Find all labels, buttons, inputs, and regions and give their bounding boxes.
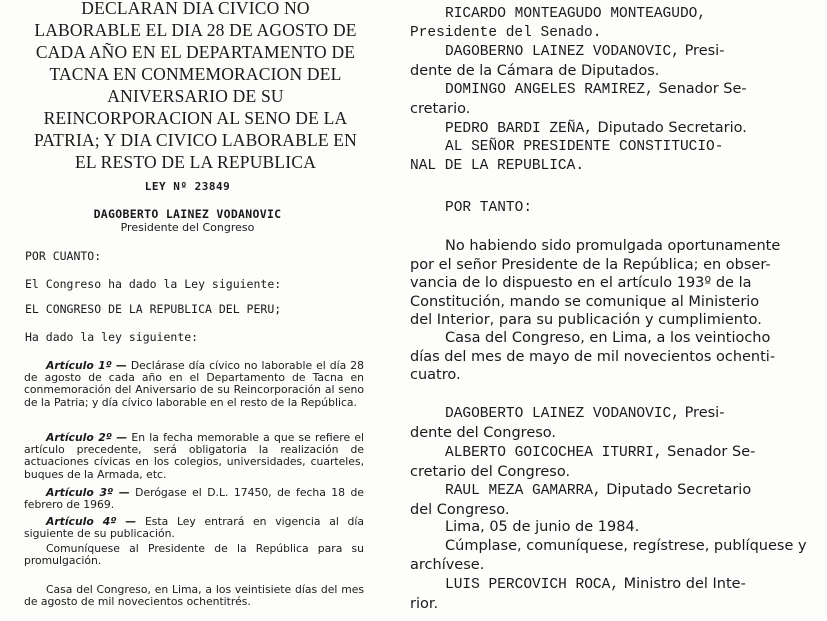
- sign-3-name: RAUL MEZA GAMARRA,: [445, 483, 602, 499]
- congreso-dado: El Congreso ha dado la Ley siguiente:: [25, 277, 282, 291]
- sign-1-title-a: Presi-: [684, 405, 725, 421]
- signature-3-name: DOMINGO ANGELES RAMIREZ,: [445, 82, 654, 98]
- article-3-text: Derógase el D.L. 17450, de fecha 18 de febrero de 1969.: [24, 486, 364, 512]
- cumplase-line-2: archívese.: [410, 556, 485, 573]
- sign-2: [410, 443, 820, 481]
- article-2: [24, 432, 364, 481]
- signer-name: DAGOBERTO LAINEZ VODANOVIC: [93, 207, 282, 221]
- fecha: [410, 518, 820, 537]
- paragraph-1-line-1: No habiendo sido promulgada oportunamente: [445, 238, 781, 254]
- paragraph-2-line-1: Casa del Congreso, en Lima, a los veintiocho: [445, 330, 771, 346]
- law-number: LEY Nº 23849: [144, 180, 231, 193]
- article-3: [24, 487, 364, 511]
- cumplase: [410, 537, 820, 574]
- signature-4: [410, 119, 820, 139]
- signature-2-name: DAGOBERNO LAINEZ VODANOVIC,: [445, 44, 680, 60]
- sign-3-title-b: del Congreso.: [410, 501, 510, 518]
- signature-2-title-a: Presi-: [684, 43, 725, 59]
- signer-title: Presidente del Congreso: [120, 221, 255, 234]
- sign-1-name: DAGOBERTO LAINEZ VODANOVIC,: [445, 406, 680, 422]
- por-tanto: [410, 199, 820, 218]
- sign-1: [410, 404, 820, 442]
- paragraph-1-line-4: Constitución, mando se comunique al Ministerio: [410, 293, 760, 310]
- article-1-label: Artículo 1º —: [46, 359, 127, 372]
- minister-title-a: Ministro del Inte-: [623, 576, 746, 592]
- signature-1-title: Presidente del Senado.: [410, 24, 602, 41]
- sign-1-title-b: dente del Congreso.: [410, 424, 557, 441]
- al-senor-line-1: AL SEÑOR PRESIDENTE CONSTITUCIO-: [445, 139, 724, 155]
- paragraph-2-line-3: cuatro.: [410, 367, 461, 383]
- article-1-text: Declárase día cívico no laborable el día 28 de agosto de cada año en el Departamento de Tacna en conmemoración del Aniversario de su Reincorporación al seno de la Patria; y día cívico laborable en el resto de la República.: [24, 359, 364, 409]
- article-4-text: Esta Ley entrará en vigencia al día siguiente de su publicación.: [24, 515, 365, 541]
- signature-1-name: RICARDO MONTEAGUDO MONTEAGUDO,: [445, 6, 707, 22]
- paragraph-1-line-2: por el señor Presidente de la República; en obser-: [410, 256, 771, 273]
- fecha-text: Lima, 05 de junio de 1984.: [445, 519, 640, 535]
- minister: [410, 575, 820, 613]
- por-tanto-label: POR TANTO:: [445, 200, 533, 216]
- congreso-header: EL CONGRESO DE LA REPUBLICA DEL PERU;: [25, 302, 282, 316]
- minister-title-b: rior.: [410, 595, 439, 612]
- sign-2-title-a: Senador Se-: [667, 444, 756, 460]
- dado-ley: Ha dado la ley siguiente:: [25, 330, 199, 344]
- signature-4-name: PEDRO BARDI ZEÑA,: [445, 121, 593, 137]
- signature-1: [410, 5, 820, 42]
- por-cuanto: POR CUANTO:: [25, 249, 102, 263]
- sign-2-name: ALBERTO GOICOCHEA ITURRI,: [445, 445, 663, 461]
- signature-2: [410, 42, 820, 80]
- paragraph-2-line-2: días del mes de mayo de mil novecientos ochenti-: [410, 348, 776, 365]
- paragraph-1-line-3: vancia de lo dispuesto en el artículo 193º de la: [410, 275, 752, 291]
- al-senor: [410, 138, 820, 175]
- paragraph-1-line-5: del Interior, para su publicación y cumplimiento.: [410, 312, 762, 328]
- law-title: DECLARAN DIA CIVICO NO LABORABLE EL DIA 28 DE AGOSTO DE CADA AÑO EN EL DEPARTAMENTO DE TACNA EN CONMEMORACION DEL ANIVERSARIO DE SU REINCORPORACION AL SENO DE LA PATRIA; Y DIA CIVICO LABORABLE EN EL RESTO DE LA REPUBLICA: [33, 0, 358, 172]
- signature-2-title-b: dente de la Cámara de Diputados.: [410, 62, 660, 79]
- comuniquese-text: Comuníquese al Presidente de la República para su promulgación.: [24, 542, 364, 568]
- signature-3-title-a: Senador Se-: [658, 81, 747, 97]
- signature-4-title: Diputado Secretario.: [597, 120, 747, 136]
- cumplase-line-1: Cúmplase, comuníquese, regístrese, publíquese y: [445, 538, 807, 554]
- article-3-label: Artículo 3º —: [46, 486, 130, 499]
- signature-3: [410, 80, 820, 118]
- article-4: [24, 516, 364, 540]
- sign-2-title-b: cretario del Congreso.: [410, 463, 571, 480]
- casa-congreso-text: Casa del Congreso, en Lima, a los veintisiete días del mes de agosto de mil novecientos ochentitrés.: [24, 583, 364, 609]
- paragraph-2: [410, 329, 820, 385]
- article-2-label: Artículo 2º —: [46, 431, 128, 444]
- al-senor-line-2: NAL DE LA REPUBLICA.: [410, 157, 585, 174]
- sign-3: [410, 481, 820, 519]
- paragraph-1: [410, 237, 820, 330]
- casa-congreso: [24, 584, 364, 608]
- article-4-label: Artículo 4º —: [46, 515, 137, 528]
- article-1: [24, 360, 364, 409]
- minister-name: LUIS PERCOVICH ROCA,: [445, 577, 620, 593]
- signature-3-title-b: cretario.: [410, 100, 471, 117]
- sign-3-title-a: Diputado Secretario: [606, 482, 752, 498]
- comuniquese: [24, 543, 364, 567]
- article-2-text: En la fecha memorable a que se refiere el artículo precedente, será obligatoria la realización de actuaciones cívicas en los colegios, universidades, cuarteles, buques de la Armada, etc.: [24, 431, 364, 481]
